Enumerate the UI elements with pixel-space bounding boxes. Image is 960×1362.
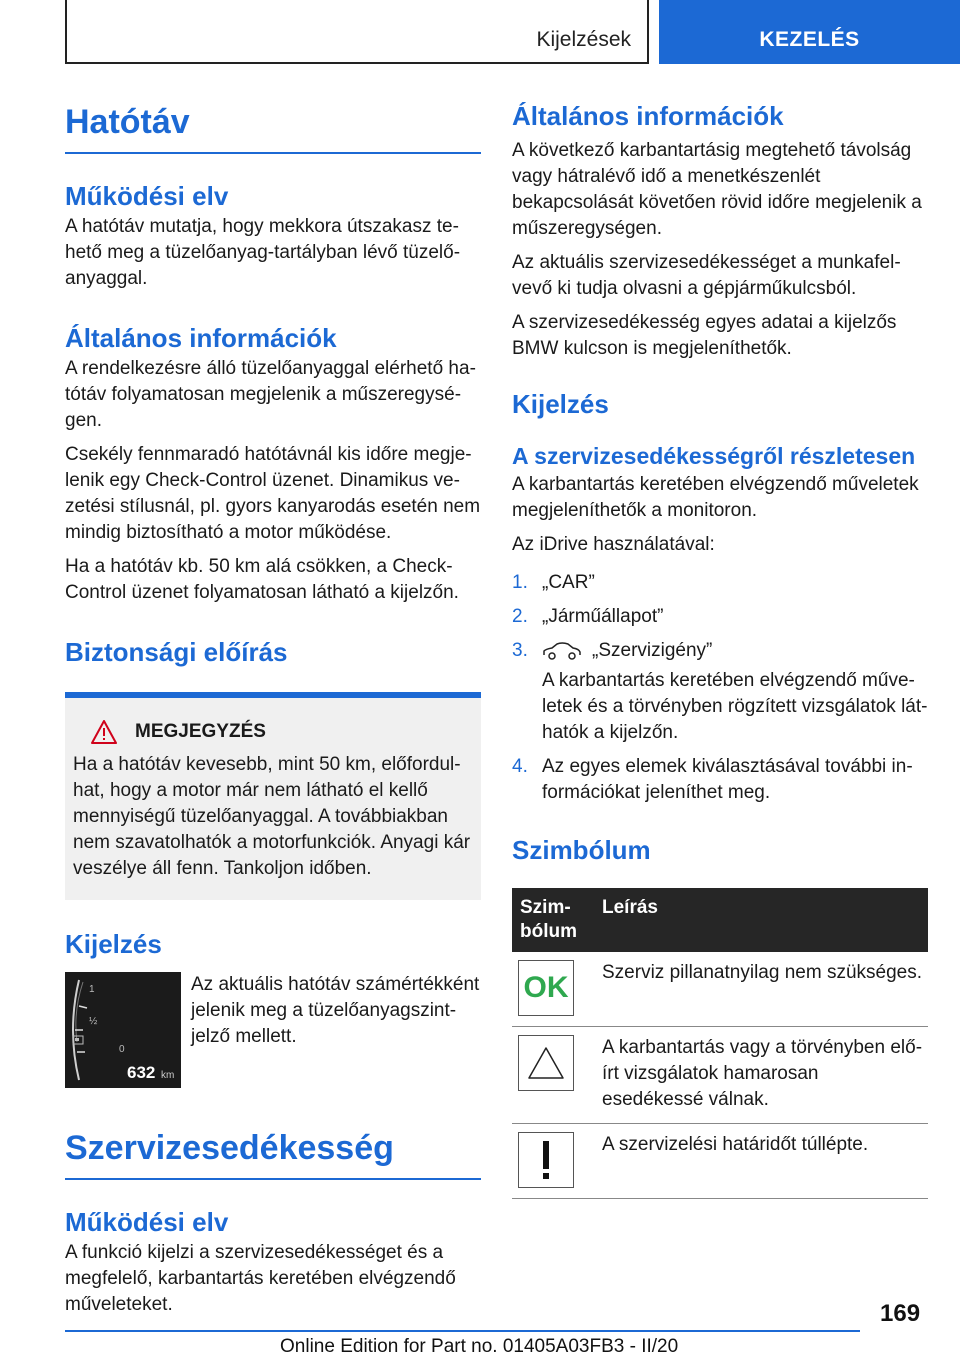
text-reszletes-2: Az iDrive használatával: — [512, 534, 715, 555]
heading-szimbolum: Szimbólum — [512, 835, 651, 865]
step-text: „Szervizigény” — [592, 640, 713, 661]
step-number: 3. — [512, 640, 528, 661]
table-cell-description: A szervizelési határidőt túllépte. — [594, 1124, 928, 1199]
right-column — [512, 100, 928, 1199]
header-tab-box — [65, 0, 649, 64]
triangle-icon — [518, 1035, 574, 1091]
step-number: 1. — [512, 572, 528, 593]
text-altalanos-3: Ha a hatótáv kb. 50 km alá csökken, a Check-Control üzenet folyamatosan látható a kijelzőn. — [65, 556, 459, 603]
text-mukodesi-elv: A hatótáv mutatja, hogy mekkora útszakasz tehető meg a tüzelőanyag-tartályban lévő tüzelőanyaggal. — [65, 216, 461, 289]
kijelzes-row — [65, 972, 481, 1088]
footer-edition: Online Edition for Part no. 01405A03FB3 - II/20 — [280, 1336, 679, 1357]
step-subtext: A karbantartás keretében elvégzendő műveletek és a törvényben rögzített vizsgálatok láthatók a kijelzőn. — [542, 670, 928, 743]
steps-list — [512, 570, 928, 806]
step-number: 4. — [512, 756, 528, 777]
table-header-symbol: Szimbólum — [512, 888, 594, 952]
text-right-3: A szervizesedékesség egyes adatai a kijelzős BMW kulcson is megjeleníthetők. — [512, 312, 897, 359]
gauge-tick-1: 1 — [89, 984, 95, 995]
gauge-tick-0: 0 — [119, 1044, 125, 1055]
table-row — [512, 952, 928, 1027]
text-right-1: A következő karbantartásig megtehető távolság vagy hátralévő idő a menetkészenlét bekapcsolását követően rövid időre megjelenik a műszeregységen. — [512, 140, 922, 239]
text-altalanos-2: Csekély fennmaradó hatótávnál kis időre megjelenik egy Check-Control üzenet. Dinamikus vezetési stílusnál, pl. gyors kanyarodás esetén nem mindig biztosítható a motor működése. — [65, 444, 481, 543]
heading-reszletesen: A szervizesedékességről részletesen — [512, 443, 916, 469]
table-header-description: Leírás — [594, 888, 928, 952]
list-item — [512, 604, 928, 630]
list-item — [512, 754, 928, 806]
heading-altalanos-informaciok-2: Általános információk — [512, 101, 784, 131]
heading-mukodesi-elv: Működési elv — [65, 181, 229, 211]
text-reszletes-1: A karbantartás keretében elvégzendő műveletek megjeleníthetők a monitoron. — [512, 474, 919, 521]
ok-icon: OK — [518, 960, 574, 1016]
symbol-table — [512, 888, 928, 1199]
page-title-hatotav: Hatótáv — [65, 100, 481, 154]
text-altalanos-1: A rendelkezésre álló tüzelőanyaggal elérhető hatótáv folyamatosan megjelenik a műszeregységen. — [65, 358, 476, 431]
warning-triangle-icon — [91, 720, 117, 744]
text-kijelzes: Az aktuális hatótáv számértékként jelenik meg a tüzelőanyagszintjelző mellett. — [191, 974, 480, 1047]
fuel-gauge-image — [65, 972, 181, 1088]
step-text: Az egyes elemek kiválasztásával további információkat jeleníthet meg. — [542, 756, 913, 803]
page-number: 169 — [880, 1300, 921, 1327]
notice-header — [73, 720, 473, 744]
table-header-row — [512, 888, 928, 952]
header-tab-label: Kijelzések — [536, 28, 631, 51]
heading-mukodesi-elv-2: Működési elv — [65, 1207, 229, 1237]
exclamation-icon — [518, 1132, 574, 1188]
header-section-label: KEZELÉS — [659, 0, 960, 64]
text-mukodesi-elv-2: A funkció kijelzi a szervizesedékességet és a megfelelő, karbantartás keretében elvégzendő műveleteket. — [65, 1242, 456, 1315]
notice-text: Ha a hatótáv kevesebb, mint 50 km, előfordulhat, hogy a motor már nem látható el kellő mennyiségű tüzelőanyaggal. A továbbiakban nem szavatolhatók a motorfunkciók. Anyagi kár veszélye áll fenn. Tankoljon időben. — [73, 754, 471, 879]
range-value: 632 — [127, 1063, 156, 1082]
notice-label: MEGJEGYZÉS — [135, 721, 266, 742]
step-text: „Járműállapot” — [542, 606, 664, 627]
heading-altalanos-informaciok: Általános információk — [65, 323, 337, 353]
heading-kijelzes-2: Kijelzés — [512, 389, 609, 419]
heading-biztonsagi-eloiras: Biztonsági előírás — [65, 637, 288, 667]
table-row — [512, 1027, 928, 1124]
heading-kijelzes: Kijelzés — [65, 929, 162, 959]
step-text: „CAR” — [542, 572, 595, 593]
footer-rule — [65, 1330, 860, 1332]
page-title-szervizesedekesseg: Szervizesedékesség — [65, 1126, 481, 1180]
table-cell-description: A karbantartás vagy a törvényben előírt vizsgálatok hamarosan esedékessé válnak. — [594, 1027, 928, 1124]
range-unit: km — [161, 1070, 175, 1081]
list-item — [512, 638, 928, 746]
gauge-tick-half: ½ — [89, 1016, 98, 1027]
left-column — [65, 100, 481, 1318]
step-number: 2. — [512, 606, 528, 627]
notice-box — [65, 692, 481, 900]
car-icon — [542, 641, 582, 661]
list-item — [512, 570, 928, 596]
table-row — [512, 1124, 928, 1199]
text-right-2: Az aktuális szervizesedékességet a munkafelvevő ki tudja olvasni a gépjárműkulcsból. — [512, 252, 901, 299]
table-cell-description: Szerviz pillanatnyilag nem szükséges. — [594, 952, 928, 1027]
